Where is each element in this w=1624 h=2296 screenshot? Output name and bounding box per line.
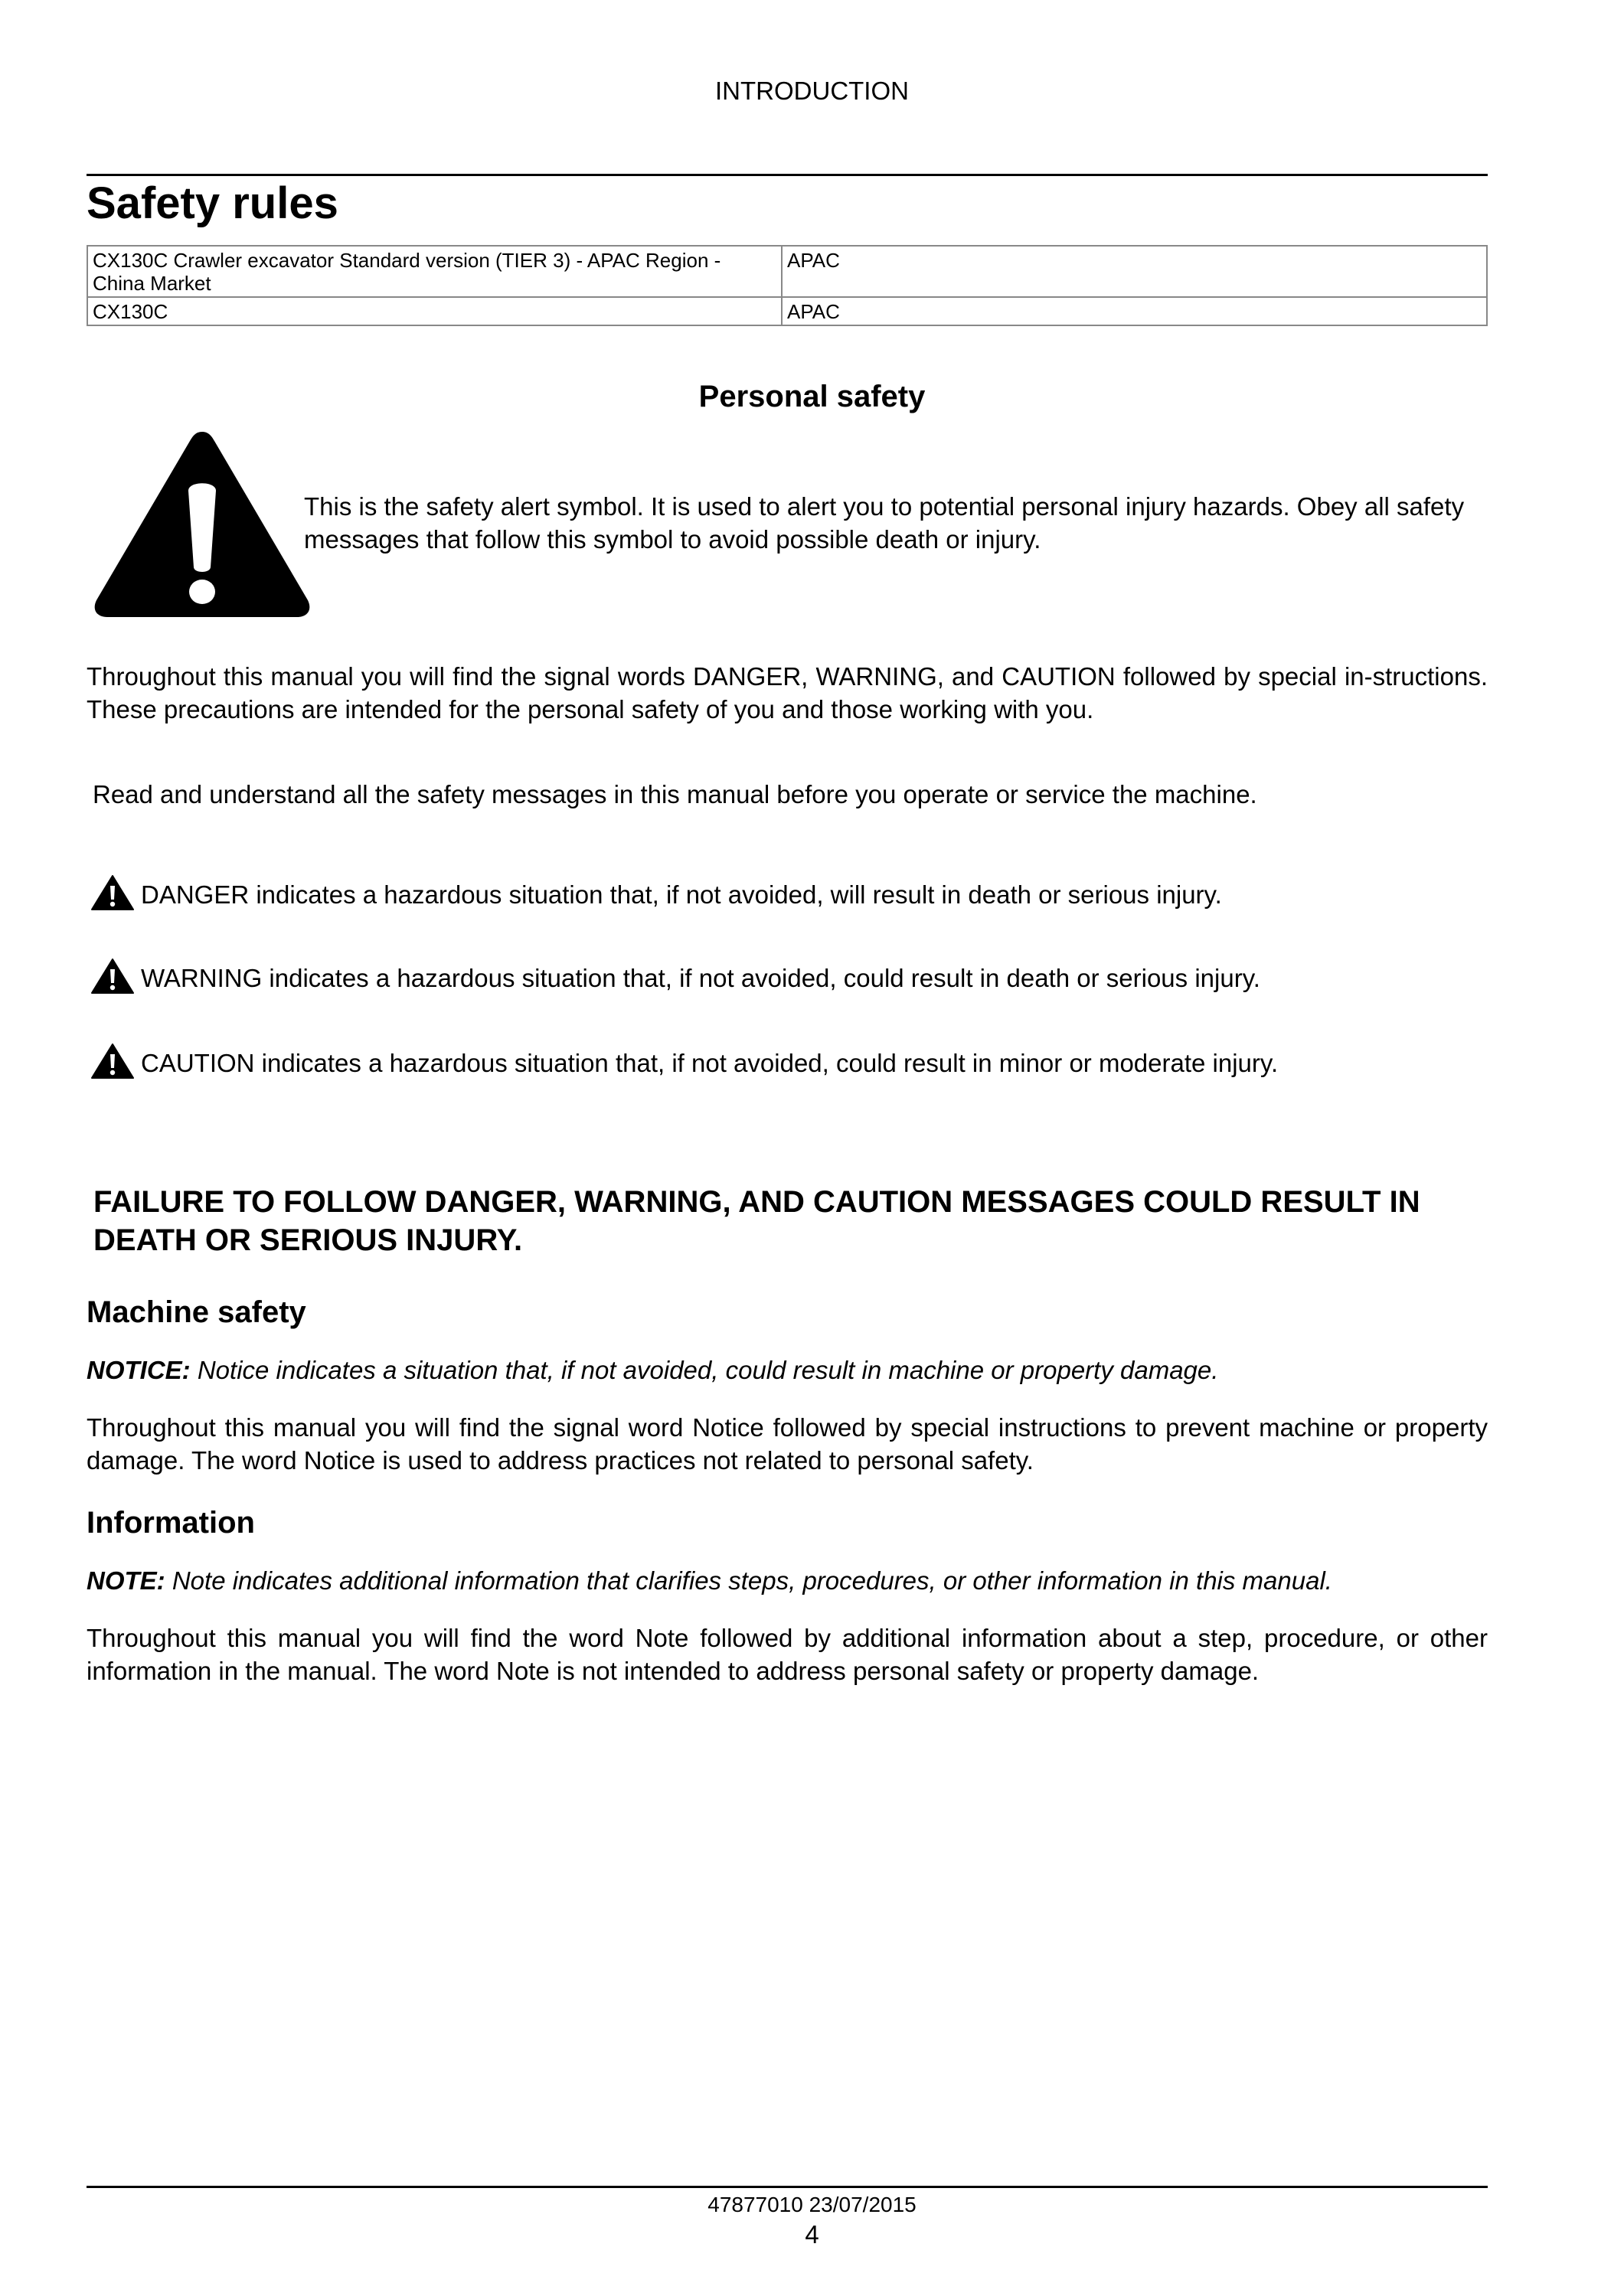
note-text: Note indicates additional information that clarifies steps, procedures, or other information in this manual. [172, 1566, 1332, 1595]
section-title-machine-safety: Machine safety [87, 1295, 306, 1329]
header-rule [87, 174, 1488, 176]
notice-label: NOTICE: [87, 1356, 191, 1384]
danger-definition: DANGER indicates a hazardous situation that, if not avoided, will result in death or serious injury. [141, 880, 1222, 909]
running-head: INTRODUCTION [715, 77, 909, 105]
read-understand-paragraph: Read and understand all the safety messages in this manual before you operate or service the machine. [93, 780, 1257, 808]
danger-signal-row [90, 874, 1484, 911]
signal-words-paragraph: Throughout this manual you will find the signal words DANGER, WARNING, and CAUTION followed by special in-structions. These precautions are intended for the personal safety of you and those working with you. [87, 662, 1488, 723]
notice-paragraph: Throughout this manual you will find the signal word Notice followed by special instructions to prevent machine or property damage. The word Notice is used to address practices not related to personal safety. [87, 1413, 1488, 1475]
applicability-table [87, 245, 1488, 326]
note-paragraph: Throughout this manual you will find the word Note followed by additional information about a step, procedure, or other information in the manual. The word Note is not intended to address personal safety or property damage. [87, 1624, 1488, 1685]
warning-triangle-icon [90, 1043, 135, 1079]
warning-triangle-icon [90, 874, 135, 911]
table-cell-model: CX130C Crawler excavator Standard version (TIER 3) - APAC Region - China Market [87, 246, 782, 297]
caution-signal-row [90, 1043, 1484, 1079]
page-title: Safety rules [87, 178, 338, 228]
page-number: 4 [805, 2220, 819, 2249]
note-label: NOTE: [87, 1566, 165, 1595]
safety-alert-triangle-icon [90, 426, 314, 621]
table-cell-region: APAC [782, 246, 1487, 297]
warning-signal-row [90, 958, 1484, 994]
warning-triangle-icon [90, 958, 135, 994]
table-cell-model: CX130C [87, 297, 782, 325]
table-cell-region: APAC [782, 297, 1487, 325]
note-statement [87, 1564, 1488, 1597]
failure-warning: FAILURE TO FOLLOW DANGER, WARNING, AND CAUTION MESSAGES COULD RESULT IN DEATH OR SERIOUS INJURY. [93, 1185, 1420, 1257]
footer-rule [87, 2186, 1488, 2188]
section-title-personal-safety: Personal safety [698, 380, 926, 413]
caution-definition: CAUTION indicates a hazardous situation that, if not avoided, could result in minor or moderate injury. [141, 1049, 1279, 1077]
alert-symbol-description: This is the safety alert symbol. It is used to alert you to potential personal injury hazards. Obey all safety messages that follow this symbol to avoid possible death or injury. [304, 492, 1465, 554]
notice-statement [87, 1354, 1488, 1386]
table-row [87, 246, 1487, 297]
document-code: 47877010 23/07/2015 [707, 2193, 917, 2216]
table-row [87, 297, 1487, 325]
section-title-information: Information [87, 1506, 255, 1540]
notice-text: Notice indicates a situation that, if not avoided, could result in machine or property damage. [197, 1356, 1219, 1384]
warning-definition: WARNING indicates a hazardous situation that, if not avoided, could result in death or serious injury. [141, 964, 1260, 992]
